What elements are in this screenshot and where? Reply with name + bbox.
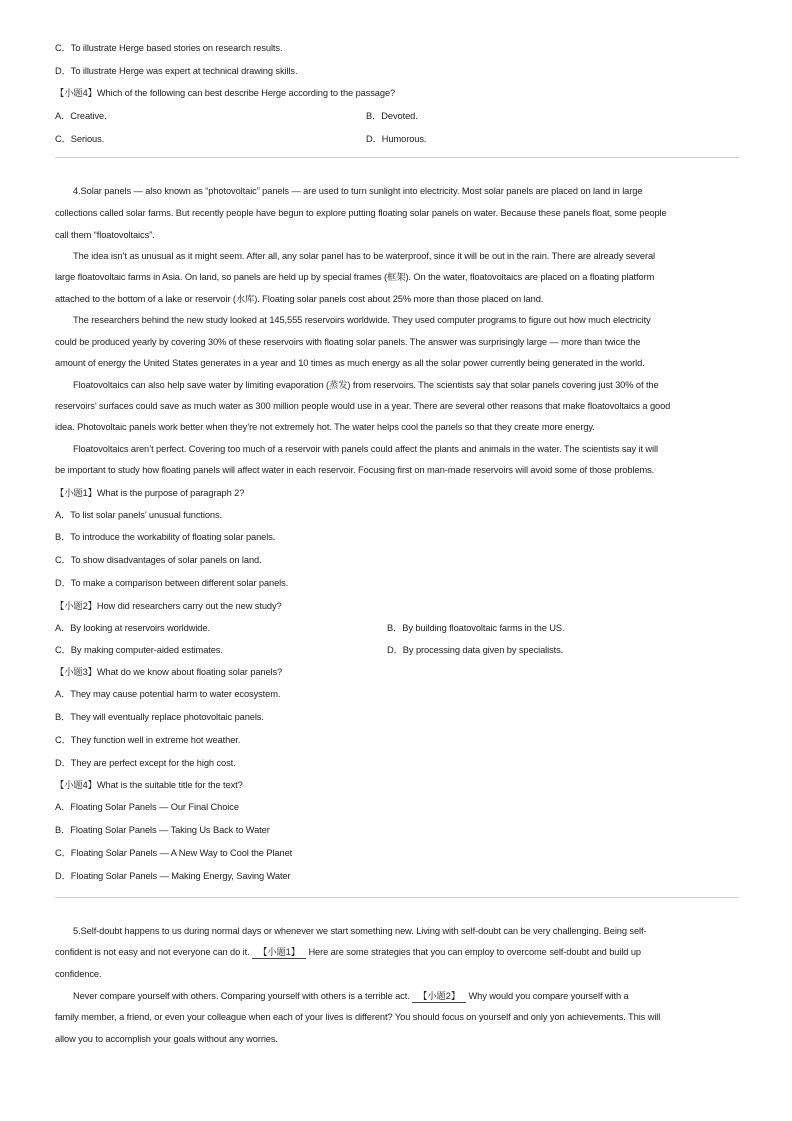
passage-line: amount of energy the United States generates in a year and 10 times as much energy as all the solar power currently being generated in the world. <box>55 358 645 368</box>
passage-line: idea. Photovoltaic panels work better when they’re not extremely hot. The water helps cool the panels so that they create more energy. <box>55 422 595 432</box>
option-a: A．They may cause potential harm to water ecosystem. <box>55 689 281 699</box>
passage-line: allow you to accomplish your goals without any worries. <box>55 1034 278 1044</box>
option-d: D．Humorous. <box>366 134 427 144</box>
passage-line: call them “floatovoltaics”. <box>55 230 155 240</box>
question-4: 【小题4】Which of the following can best describe Herge according to the passage? <box>55 88 396 98</box>
question-3: 【小题3】What do we know about floating solar panels? <box>55 667 283 677</box>
option-a: A．To list solar panels’ unusual functions. <box>55 510 223 520</box>
option-d: D．By processing data given by specialists. <box>387 645 564 655</box>
question-2: 【小题2】How did researchers carry out the new study? <box>55 601 282 611</box>
section-divider <box>55 897 739 898</box>
option-c: C．Serious. <box>55 134 105 144</box>
option-a: A．By looking at reservoirs worldwide. <box>55 623 210 633</box>
option-b: B．They will eventually replace photovoltaic panels. <box>55 712 264 722</box>
option-c: C．To illustrate Herge based stories on research results. <box>55 43 283 53</box>
passage-line: 5.Self-doubt happens to us during normal days or whenever we start something new. Living with self-doubt can be very challenging. Being self- <box>73 926 647 936</box>
passage-line: confidence. <box>55 969 102 979</box>
section-divider <box>55 157 739 158</box>
passage-line <box>73 990 745 1003</box>
option-a: A．Floating Solar Panels — Our Final Choice <box>55 802 239 812</box>
option-b: B．Floating Solar Panels — Taking Us Back to Water <box>55 825 270 835</box>
option-c: C．By making computer-aided estimates. <box>55 645 223 655</box>
passage-line: family member, a friend, or even your colleague when each of your lives is different? You should focus on yourself and only yon achievements. This will <box>55 1012 661 1022</box>
passage-line: The researchers behind the new study looked at 145,555 reservoirs worldwide. They used computer programs to figure out how much electricity <box>73 315 651 325</box>
passage-line: Floatovoltaics aren’t perfect. Covering too much of a reservoir with panels could affect the plants and animals in the water. The scientists say it will <box>73 444 658 454</box>
passage-text: Never compare yourself with others. Comparing yourself with others is a terrible act. <box>73 991 410 1001</box>
option-b: B．Devoted. <box>366 111 418 121</box>
passage-line: collections called solar farms. But recently people have begun to explore putting floating solar panels on water. Because these panels float, some people <box>55 208 667 218</box>
passage-line: 4.Solar panels — also known as “photovoltaic” panels — are used to turn sunlight into electricity. Most solar panels are placed on land in large <box>73 186 643 196</box>
passage-line: be important to study how floating panels will affect water in each reservoir. Focusing first on man-made reservoirs will avoid some of those problems. <box>55 465 655 475</box>
question-4: 【小题4】What is the suitable title for the text? <box>55 780 243 790</box>
passage-line: The idea isn’t as unusual as it might seem. After all, any solar panel has to be waterproof, since it will be out in the rain. There are already several <box>73 251 656 261</box>
passage-line <box>55 946 745 959</box>
passage-line: Floatovoltaics can also help save water by limiting evaporation (蒸发) from reservoirs. The scientists say that solar panels covering just 30% of the <box>73 380 659 390</box>
passage-text: Why would you compare yourself with a <box>468 991 629 1001</box>
option-b: B．To introduce the workability of floating solar panels. <box>55 532 276 542</box>
answer-blank-2[interactable]: 【小题2】 <box>412 991 466 1003</box>
question-1: 【小题1】What is the purpose of paragraph 2? <box>55 488 245 498</box>
option-c: C．Floating Solar Panels — A New Way to Cool the Planet <box>55 848 293 858</box>
passage-text: Here are some strategies that you can employ to overcome self-doubt and build up <box>308 947 641 957</box>
option-c: C．To show disadvantages of solar panels on land. <box>55 555 262 565</box>
option-d: D．To make a comparison between different solar panels. <box>55 578 289 588</box>
option-d: D．To illustrate Herge was expert at technical drawing skills. <box>55 66 298 76</box>
answer-blank-1[interactable]: 【小题1】 <box>252 947 306 959</box>
option-c: C．They function well in extreme hot weather. <box>55 735 241 745</box>
passage-text: confident is not easy and not everyone can do it. <box>55 947 250 957</box>
passage-line: could be produced yearly by covering 30% of these reservoirs with floating solar panels. The answer was surprisingly large — more than twice the <box>55 337 641 347</box>
option-b: B．By building floatovoltaic farms in the US. <box>387 623 565 633</box>
passage-line: large floatovoltaic farms in Asia. On land, so panels are held up by special frames (框架). On the water, floatovoltaics are placed on a floating platform <box>55 272 655 282</box>
passage-line: attached to the bottom of a lake or reservoir (水库). Floating solar panels cost about 25% more than those placed on land. <box>55 294 544 304</box>
option-d: D．They are perfect except for the high cost. <box>55 758 236 768</box>
passage-line: reservoirs’ surfaces could save as much water as 300 million people would use in a year. There are several other reasons that make floatovoltaics a good <box>55 401 671 411</box>
option-d: D．Floating Solar Panels — Making Energy, Saving Water <box>55 871 291 881</box>
option-a: A．Creative. <box>55 111 107 121</box>
